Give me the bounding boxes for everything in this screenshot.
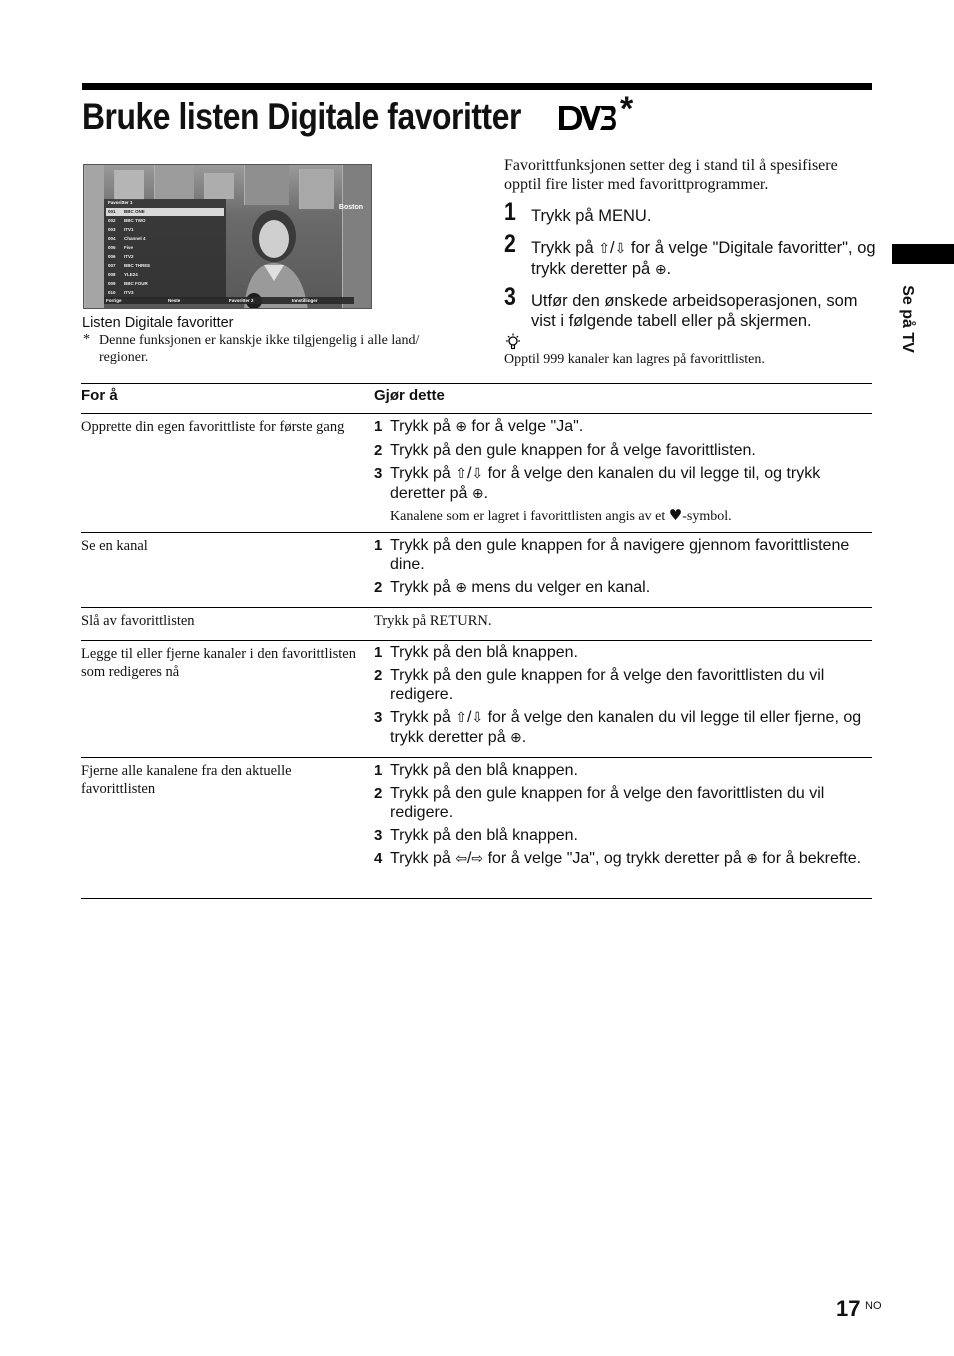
step-text: Utfør den ønskede arbeidsoperasjonen, som vist i følgende tabell eller på skjermen. xyxy=(531,292,858,330)
table-row-steps xyxy=(374,417,872,525)
up-arrow-icon: ⇧ xyxy=(455,466,467,482)
table-row-steps xyxy=(374,643,872,752)
intro-paragraph: Favorittfunksjonen setter deg i stand til å spesifisere opptil fire lister med favorittprogrammer. xyxy=(504,157,838,193)
page-language-code: NO xyxy=(865,1300,882,1312)
screenshot-city-label: Boston xyxy=(338,204,363,211)
menu-channel-row: 002 BBC TWO xyxy=(108,218,146,223)
down-arrow-icon: ⇩ xyxy=(471,710,484,726)
tip-text: Opptil 999 kanaler kan lagres på favorittlisten. xyxy=(504,352,765,367)
favorites-menu-title: Favoritter 1 xyxy=(108,200,133,205)
dvb-logo-icon xyxy=(556,102,618,134)
down-arrow-icon: ⇩ xyxy=(471,466,484,482)
enter-button-icon: ⊕ xyxy=(746,851,758,867)
table-step-item: 2 Trykk på den gule knappen for å velge favorittlisten. xyxy=(374,442,756,459)
menu-channel-row: 006 ITV2 xyxy=(108,254,134,259)
enter-button-icon: ⊕ xyxy=(455,580,467,596)
up-arrow-icon: ⇧ xyxy=(598,241,610,257)
enter-button-icon: ⊕ xyxy=(471,486,484,502)
menu-channel-row: 005 Five xyxy=(108,245,134,250)
footnote-text: Denne funksjonen er kanskje ikke tilgjengelig i alle land/ regioner. xyxy=(99,333,420,365)
bottom-bar-label: Neste xyxy=(168,298,181,303)
table-row-steps xyxy=(374,761,872,873)
table-step-item: 2 Trykk på ⊕ mens du velger en kanal. xyxy=(374,579,651,596)
table-row-rule xyxy=(81,607,872,608)
menu-channel-row: 008 YLE24 xyxy=(108,272,138,277)
table-step-item: 3 Trykk på ⇧/⇩ for å velge den kanalen du vil legge til, og trykk deretter på ⊕. xyxy=(374,465,821,502)
step-text: Trykk på MENU. xyxy=(531,207,652,225)
table-step-item: 4 Trykk på ⇦/⇨ for å velge "Ja", og trykk deretter på ⊕ for å bekrefte. xyxy=(374,850,862,867)
heart-icon: ♥ xyxy=(668,506,683,524)
section-side-label: Se på TV xyxy=(899,285,916,353)
page-number: 17 xyxy=(836,1296,861,1321)
favorites-menu-panel xyxy=(104,199,226,299)
table-row-rule xyxy=(81,640,872,641)
table-step-item: 2 Trykk på den gule knappen for å velge den favorittlisten du vil redigere. xyxy=(374,667,825,703)
enter-button-icon: ⊕ xyxy=(510,730,522,746)
bottom-bar-label: Innstillinger xyxy=(292,298,318,303)
table-step-item: 2 Trykk på den gule knappen for å velge den favorittlisten du vil redigere. xyxy=(374,785,825,821)
enter-button-icon: ⊕ xyxy=(455,419,467,435)
screenshot-caption: Listen Digitale favoritter xyxy=(82,315,234,331)
menu-channel-row: 001 BBC ONE xyxy=(106,208,224,216)
table-row-rule xyxy=(81,757,872,758)
step-number: 2 xyxy=(504,230,516,258)
table-bottom-rule xyxy=(81,898,872,899)
page-title-text: Bruke listen Digitale favoritter xyxy=(82,96,521,137)
step-text: Trykk på ⇧/⇩ for å velge "Digitale favoritter", og trykk deretter på ⊕. xyxy=(531,239,876,278)
table-step-item: 1 Trykk på ⊕ for å velge "Ja". xyxy=(374,418,584,435)
table-row-action: Opprette din egen favorittliste for første gang xyxy=(81,419,345,435)
section-tab-marker xyxy=(892,244,954,264)
menu-channel-row: 003 ITV1 xyxy=(108,227,134,232)
tip-lightbulb-icon xyxy=(505,333,521,351)
table-row-rule xyxy=(81,532,872,533)
favorites-screenshot xyxy=(83,164,372,309)
table-row-action: Fjerne alle kanalene fra den aktuelle favorittlisten xyxy=(81,763,292,797)
table-step-item: 3 Trykk på den blå knappen. xyxy=(374,827,578,844)
down-arrow-icon: ⇩ xyxy=(614,241,627,257)
table-step-item: 1 Trykk på den gule knappen for å navigere gjennom favorittlistene dine. xyxy=(374,537,850,573)
screenshot-bottom-bar xyxy=(104,297,354,304)
footnote-mark: * xyxy=(83,332,90,347)
presenter-image xyxy=(224,201,334,309)
step-number: 1 xyxy=(504,198,516,226)
menu-channel-row: 007 BBC THREE xyxy=(108,263,151,268)
table-row-action: Slå av favorittlisten xyxy=(81,613,195,629)
table-step-note: Kanalene som er lagret i favorittlisten angis av et ♥-symbol. xyxy=(390,506,732,524)
table-top-rule xyxy=(81,383,872,384)
menu-channel-row: 009 BBC FOUR xyxy=(108,281,148,286)
bottom-bar-label: Favoritter 2 xyxy=(229,298,254,303)
top-rule xyxy=(82,83,872,90)
table-step-item: 1 Trykk på den blå knappen. xyxy=(374,644,578,661)
table-step-item: 3 Trykk på ⇧/⇩ for å velge den kanalen du vil legge til eller fjerne, og trykk deretter på ⊕. xyxy=(374,709,862,746)
enter-button-icon: ⊕ xyxy=(654,262,667,278)
table-header-gjor-dette: Gjør dette xyxy=(374,387,445,404)
bottom-bar-label: Forrige xyxy=(106,298,122,303)
right-arrow-icon: ⇨ xyxy=(471,851,484,867)
menu-channel-row: 004 Channel 4 xyxy=(108,236,146,241)
table-header-rule xyxy=(81,413,872,414)
table-header-for-a: For å xyxy=(81,387,118,404)
menu-channel-row: 010 ITV3 xyxy=(108,290,134,295)
table-row-plain-step: Trykk på RETURN. xyxy=(374,613,492,629)
left-arrow-icon: ⇦ xyxy=(455,851,467,867)
table-row-steps xyxy=(374,536,872,602)
up-arrow-icon: ⇧ xyxy=(455,710,467,726)
table-row-action: Legge til eller fjerne kanaler i den favorittlisten som redigeres nå xyxy=(81,646,356,680)
table-step-item: 1 Trykk på den blå knappen. xyxy=(374,762,578,779)
step-number: 3 xyxy=(504,283,516,311)
page-title xyxy=(82,94,592,140)
title-asterisk: * xyxy=(620,90,634,128)
table-row-action: Se en kanal xyxy=(81,538,148,554)
